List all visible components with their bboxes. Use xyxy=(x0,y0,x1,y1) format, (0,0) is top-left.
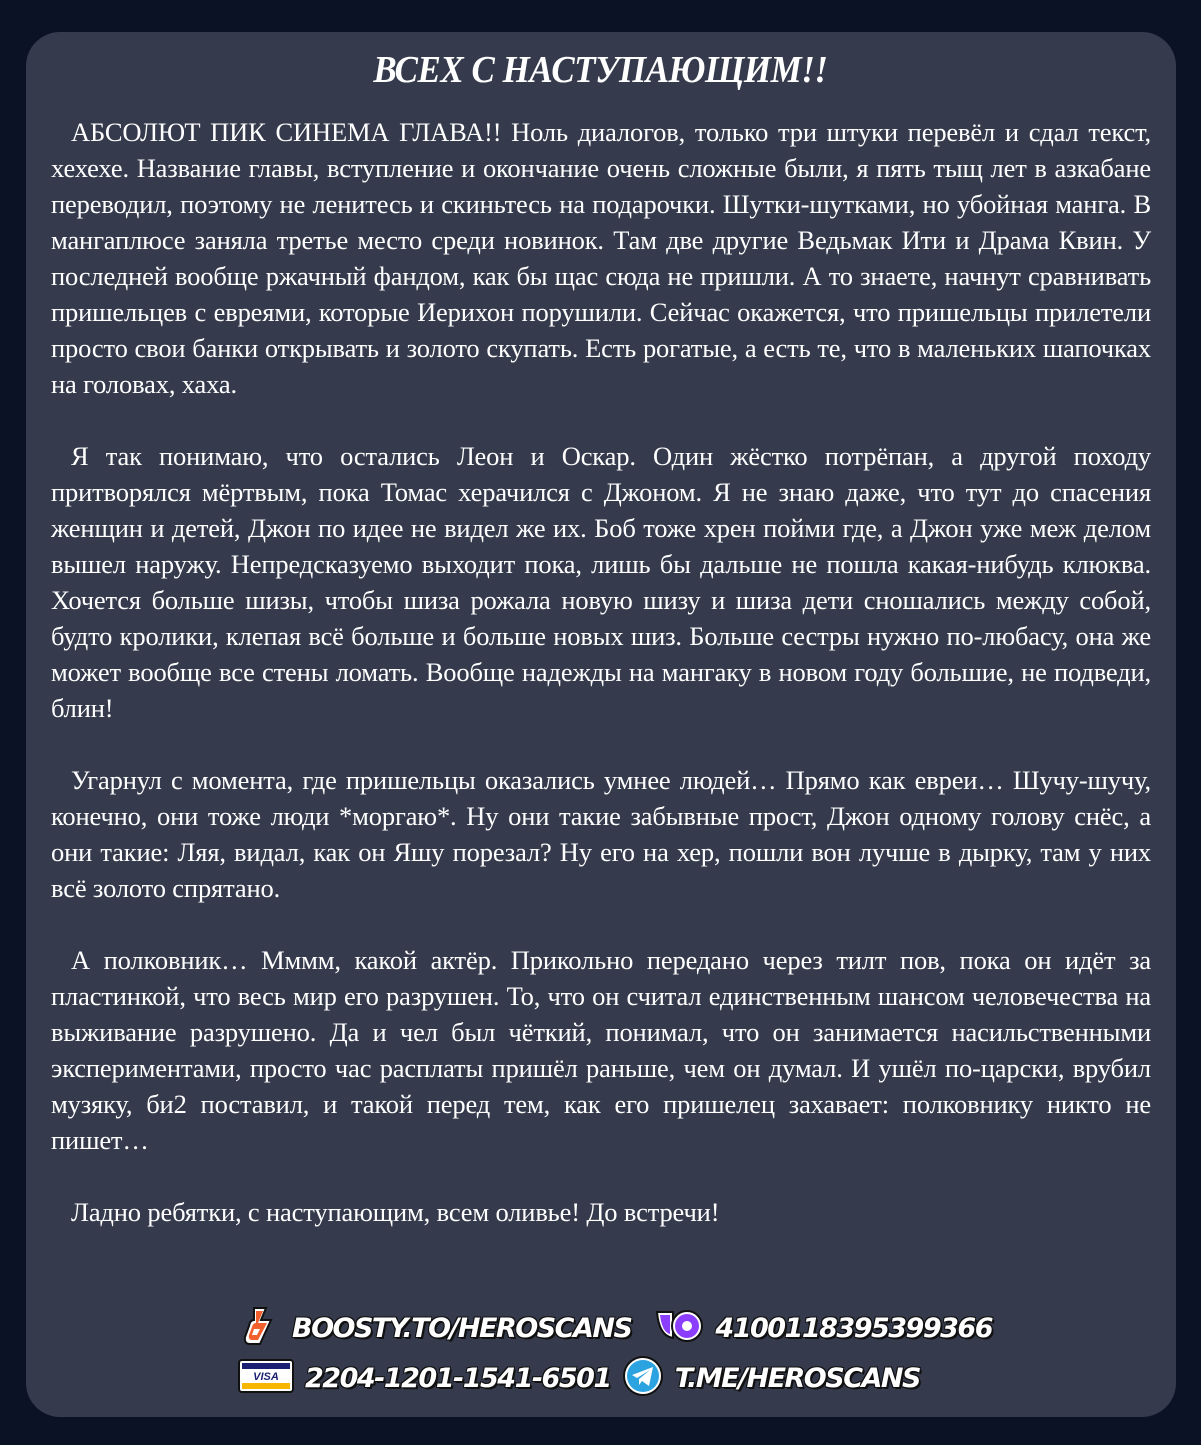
footer-row-1 xyxy=(240,1304,992,1353)
telegram-link[interactable]: T.ME/HEROSCANS xyxy=(674,1363,920,1394)
paragraph-4: А полковник… Мммм, какой актёр. Прикольно передано через тилт пов, пока он идёт за пластинкой, что весь мир его разрушен. То, что он считал единственным шансом человечества на выживание разрушено. Да и чел был чёткий, понимал, что он занимается насильственными экспериментами, просто час расплаты пришёл раньше, чем он думал. И ушёл по-царски, врубил музяку, би2 поставил, и такой перед тем, как его пришелец захавает: полковнику никто не пишет… xyxy=(51,945,1151,1155)
article-body xyxy=(51,114,1151,1266)
card-number[interactable]: 2204-1201-1541-6501 xyxy=(305,1363,611,1394)
paragraph-3: Угарнул с момента, где пришельцы оказались умнее людей… Прямо как евреи… Шучу-шучу, конечно, они тоже люди *моргаю*. Ну они такие забывные прост, Джон одному голову снёс, а они такие: Ляя, видал, как он Яшу порезал? Ну его на хер, пошли вон лучше в дырку, там у них всё золото спрятано. xyxy=(51,765,1151,903)
telegram-icon xyxy=(621,1354,665,1403)
yoomoney-account[interactable]: 4100118395399366 xyxy=(715,1313,992,1344)
paragraph-5: Ладно ребятки, с наступающим, всем оливье! До встречи! xyxy=(71,1197,720,1227)
footer-row-2 xyxy=(237,1354,920,1403)
visa-label: VISA xyxy=(253,1371,279,1383)
paragraph-1: АБСОЛЮТ ПИК СИНЕМА ГЛАВА!! Ноль диалогов, только три штуки перевёл и сдал текст, хехехе. Название главы, вступление и окончание очень сложные были, я пять тыщ лет в азкабане переводил, поэтому не ленитесь и скиньтесь на подарочки. Шутки-шутками, но убойная манга. В мангаплюсе заняла третье место среди новинок. Там две другие Ведьмак Ити и Драма Квин. У последней вообще ржачный фандом, как бы щас сюда не пришли. А то знаете, начнут сравнивать пришельцев с евреями, которые Иерихон порушили. Сейчас окажется, что пришельцы прилетели просто свои банки открывать и золото скупать. Есть рогатые, а есть те, что в маленьких шапочках на головах, хаха. xyxy=(51,117,1151,399)
paragraph-2: Я так понимаю, что остались Леон и Оскар. Один жёстко потрёпан, а другой походу притворялся мёртвым, пока Томас херачился с Джоном. Я не знаю даже, что тут до спасения женщин и детей, Джон по идее не видел же их. Боб тоже хрен пойми где, а Джон уже меж делом вышел наружу. Непредсказуемо выходит пока, лишь бы дальше не пошла какая-нибудь клюква. Хочется больше шизы, чтобы шиза рожала новую шизу и шиза дети сношались между собой, будто кролики, клепая всё больше и больше новых шиз. Больше сестры нужно по-любасу, она же может вообще все стены ломать. Вообще надежды на мангаку в новом году большие, не подведи, блин! xyxy=(51,441,1151,723)
yoomoney-icon xyxy=(653,1306,705,1351)
boosty-icon xyxy=(240,1304,282,1353)
page-title: ВСЕХ С НАСТУПАЮЩИМ!! xyxy=(373,49,828,91)
boosty-link[interactable]: BOOSTY.TO/HEROSCANS xyxy=(292,1313,632,1344)
visa-card-icon xyxy=(237,1357,295,1400)
